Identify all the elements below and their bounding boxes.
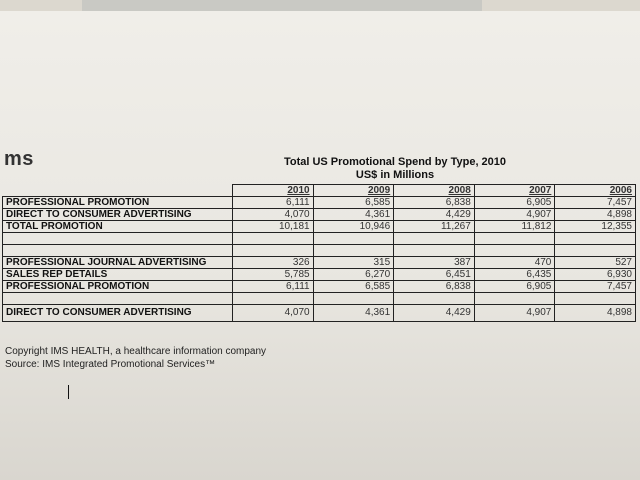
table-row <box>3 197 636 209</box>
value-cell: 4,898 <box>555 305 636 322</box>
spend-table-wrapper <box>2 184 636 322</box>
year-header-cell: 2007 <box>474 185 555 197</box>
year-header-row <box>3 185 636 197</box>
value-cell: 6,585 <box>313 197 394 209</box>
row-label: PROFESSIONAL JOURNAL ADVERTISING <box>3 257 233 269</box>
value-cell: 7,457 <box>555 281 636 293</box>
value-cell: 12,355 <box>555 221 636 233</box>
row-label: SALES REP DETAILS <box>3 269 233 281</box>
value-cell: 10,946 <box>313 221 394 233</box>
row-label: PROFESSIONAL PROMOTION <box>3 197 233 209</box>
value-cell: 6,905 <box>474 281 555 293</box>
value-cell: 11,267 <box>394 221 475 233</box>
value-cell: 4,907 <box>474 209 555 221</box>
row-label: PROFESSIONAL PROMOTION <box>3 281 233 293</box>
value-cell: 4,361 <box>313 305 394 322</box>
value-cell: 4,070 <box>233 305 314 322</box>
value-cell: 470 <box>474 257 555 269</box>
source-text: Source: IMS Integrated Promotional Services™ <box>5 359 216 370</box>
value-cell: 6,838 <box>394 281 475 293</box>
spacer-row <box>3 245 636 257</box>
text-cursor <box>68 385 69 399</box>
value-cell: 5,785 <box>233 269 314 281</box>
table-row <box>3 281 636 293</box>
table-title: Total US Promotional Spend by Type, 2010 <box>283 156 507 168</box>
table-subtitle: US$ in Millions <box>355 169 435 181</box>
copyright-text: Copyright IMS HEALTH, a healthcare information company <box>5 346 267 357</box>
value-cell: 4,898 <box>555 209 636 221</box>
spreadsheet-view <box>0 11 640 480</box>
value-cell: 6,838 <box>394 197 475 209</box>
table-row <box>3 221 636 233</box>
table-title-block <box>230 156 560 182</box>
value-cell: 6,111 <box>233 197 314 209</box>
page-heading: ms <box>4 148 34 170</box>
spacer-row <box>3 293 636 305</box>
table-row <box>3 209 636 221</box>
table-row <box>3 269 636 281</box>
value-cell: 6,270 <box>313 269 394 281</box>
spacer-row <box>3 233 636 245</box>
value-cell: 326 <box>233 257 314 269</box>
value-cell: 6,905 <box>474 197 555 209</box>
value-cell: 6,451 <box>394 269 475 281</box>
value-cell: 6,585 <box>313 281 394 293</box>
value-cell: 387 <box>394 257 475 269</box>
header-blank-cell <box>3 185 233 197</box>
spend-table <box>2 184 636 322</box>
value-cell: 315 <box>313 257 394 269</box>
year-header-cell: 2006 <box>555 185 636 197</box>
row-label: DIRECT TO CONSUMER ADVERTISING <box>3 209 233 221</box>
value-cell: 4,070 <box>233 209 314 221</box>
value-cell: 6,930 <box>555 269 636 281</box>
value-cell: 4,429 <box>394 209 475 221</box>
table-row <box>3 305 636 322</box>
table-row <box>3 257 636 269</box>
row-label: DIRECT TO CONSUMER ADVERTISING <box>3 305 233 322</box>
value-cell: 7,457 <box>555 197 636 209</box>
value-cell: 4,429 <box>394 305 475 322</box>
row-label: TOTAL PROMOTION <box>3 221 233 233</box>
value-cell: 6,435 <box>474 269 555 281</box>
year-header-cell: 2008 <box>394 185 475 197</box>
year-header-cell: 2009 <box>313 185 394 197</box>
year-header-cell: 2010 <box>233 185 314 197</box>
value-cell: 4,361 <box>313 209 394 221</box>
value-cell: 4,907 <box>474 305 555 322</box>
footer-notes <box>5 345 266 371</box>
value-cell: 10,181 <box>233 221 314 233</box>
value-cell: 527 <box>555 257 636 269</box>
value-cell: 11,812 <box>474 221 555 233</box>
value-cell: 6,111 <box>233 281 314 293</box>
